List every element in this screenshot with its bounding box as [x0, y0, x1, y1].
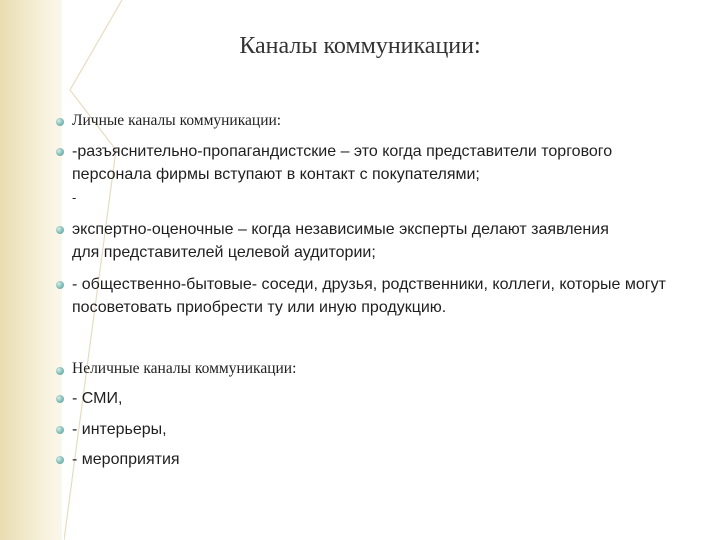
slide-title: Каналы коммуникации:: [239, 33, 481, 59]
list-item: [56, 218, 686, 268]
list-item: [56, 448, 686, 472]
list-item: [56, 359, 686, 383]
list-item-text: Неличные каналы коммуникации:: [72, 360, 297, 377]
list-item-text-main: -разъяснительно-пропагандистские – это когда представители торгового персонала фирмы вступают в контакт с покупателями;: [72, 143, 613, 183]
bullet-icon: [56, 226, 64, 234]
list-item-text: - СМИ,: [72, 390, 123, 407]
list-item-text: Личные каналы коммуникации:: [72, 112, 282, 129]
list-item: [56, 273, 686, 323]
bullet-icon: [56, 281, 64, 289]
list-item: [56, 140, 686, 210]
bullet-icon: [56, 367, 64, 375]
list-item: [56, 110, 686, 134]
list-item-text: экспертно-оценочные – когда независимые эксперты делают заявления для представителей целевой аудитории;: [72, 221, 609, 261]
decorative-left-band: [0, 0, 40, 540]
bullet-icon: [56, 426, 64, 434]
list-item-text: [72, 140, 672, 209]
list-item-text: - общественно-бытовые- соседи, друзья, родственники, коллеги, которые могут посоветовать приобрести ту или иную продукцию.: [72, 276, 666, 316]
list-item-text-trail: -: [72, 190, 77, 205]
list-item: [56, 387, 686, 411]
bullet-icon: [56, 456, 64, 464]
bullet-icon: [56, 118, 64, 126]
bullet-icon: [56, 395, 64, 403]
list-item: [56, 418, 686, 442]
list-item-text: - мероприятия: [72, 451, 180, 468]
list-item-text: - интерьеры,: [72, 421, 167, 438]
bullet-icon: [56, 148, 64, 156]
